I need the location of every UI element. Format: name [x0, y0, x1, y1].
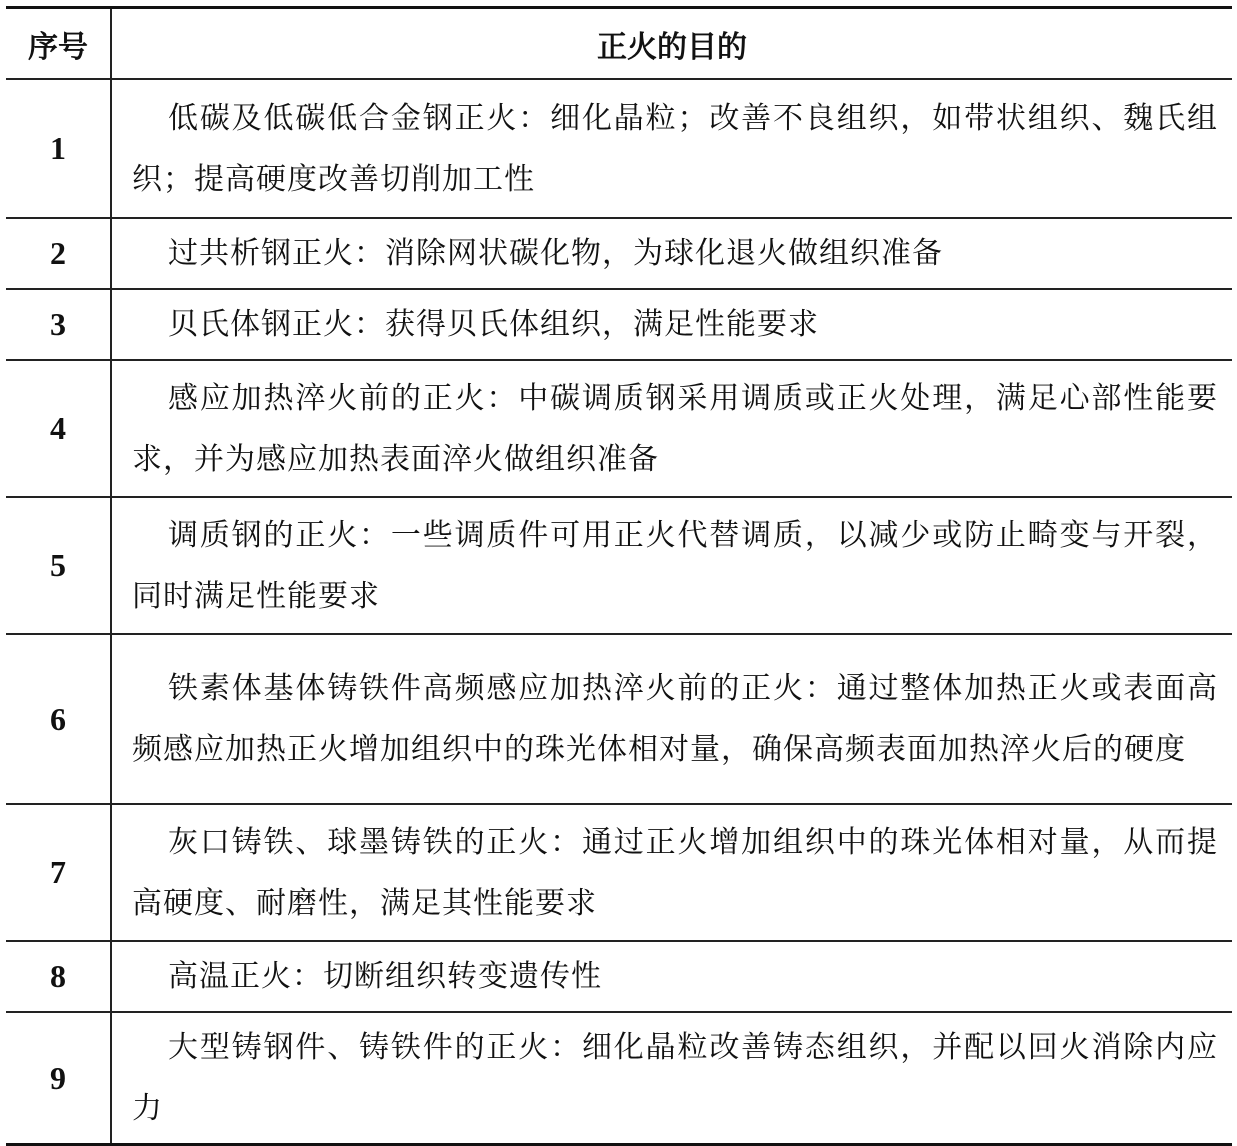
- row-number: 6: [6, 634, 111, 804]
- normalizing-purpose-table: [6, 6, 1232, 1146]
- row-number: 3: [6, 289, 111, 360]
- header-number: 序号: [6, 9, 111, 79]
- header-row: [6, 9, 1232, 79]
- row-text: 贝氏体钢正火：获得贝氏体组织，满足性能要求: [111, 289, 1232, 360]
- table-row: [6, 289, 1232, 360]
- table-row: [6, 1012, 1232, 1143]
- table-row: [6, 804, 1232, 941]
- table-row: [6, 497, 1232, 634]
- row-number: 7: [6, 804, 111, 941]
- row-text: 铁素体基体铸铁件高频感应加热淬火前的正火：通过整体加热正火或表面高频感应加热正火增加组织中的珠光体相对量，确保高频表面加热淬火后的硬度: [111, 634, 1232, 804]
- table-row: [6, 218, 1232, 289]
- row-text: 调质钢的正火：一些调质件可用正火代替调质，以减少或防止畸变与开裂，同时满足性能要求: [111, 497, 1232, 634]
- row-text: 大型铸钢件、铸铁件的正火：细化晶粒改善铸态组织，并配以回火消除内应力: [132, 1030, 1218, 1126]
- row-text: 低碳及低碳低合金钢正火：细化晶粒；改善不良组织，如带状组织、魏氏组织；提高硬度改善切削加工性: [111, 79, 1232, 218]
- row-number: 5: [6, 497, 111, 634]
- row-number: 8: [6, 941, 111, 1012]
- row-text: 高温正火：切断组织转变遗传性: [111, 941, 1232, 1012]
- table: [6, 9, 1232, 1143]
- table-row: [6, 941, 1232, 1012]
- row-number: 1: [6, 79, 111, 218]
- row-text: 过共析钢正火：消除网状碳化物，为球化退火做组织准备: [111, 218, 1232, 289]
- row-number: 9: [6, 1012, 111, 1143]
- table-row: [6, 79, 1232, 218]
- row-text: 灰口铸铁、球墨铸铁的正火：通过正火增加组织中的珠光体相对量，从而提高硬度、耐磨性，满足其性能要求: [111, 804, 1232, 941]
- header-purpose: 正火的目的: [111, 9, 1232, 79]
- row-number: 2: [6, 218, 111, 289]
- row-text: 感应加热淬火前的正火：中碳调质钢采用调质或正火处理，满足心部性能要求，并为感应加热表面淬火做组织准备: [111, 360, 1232, 497]
- row-number: 4: [6, 360, 111, 497]
- table-row: [6, 360, 1232, 497]
- table-row: [6, 634, 1232, 804]
